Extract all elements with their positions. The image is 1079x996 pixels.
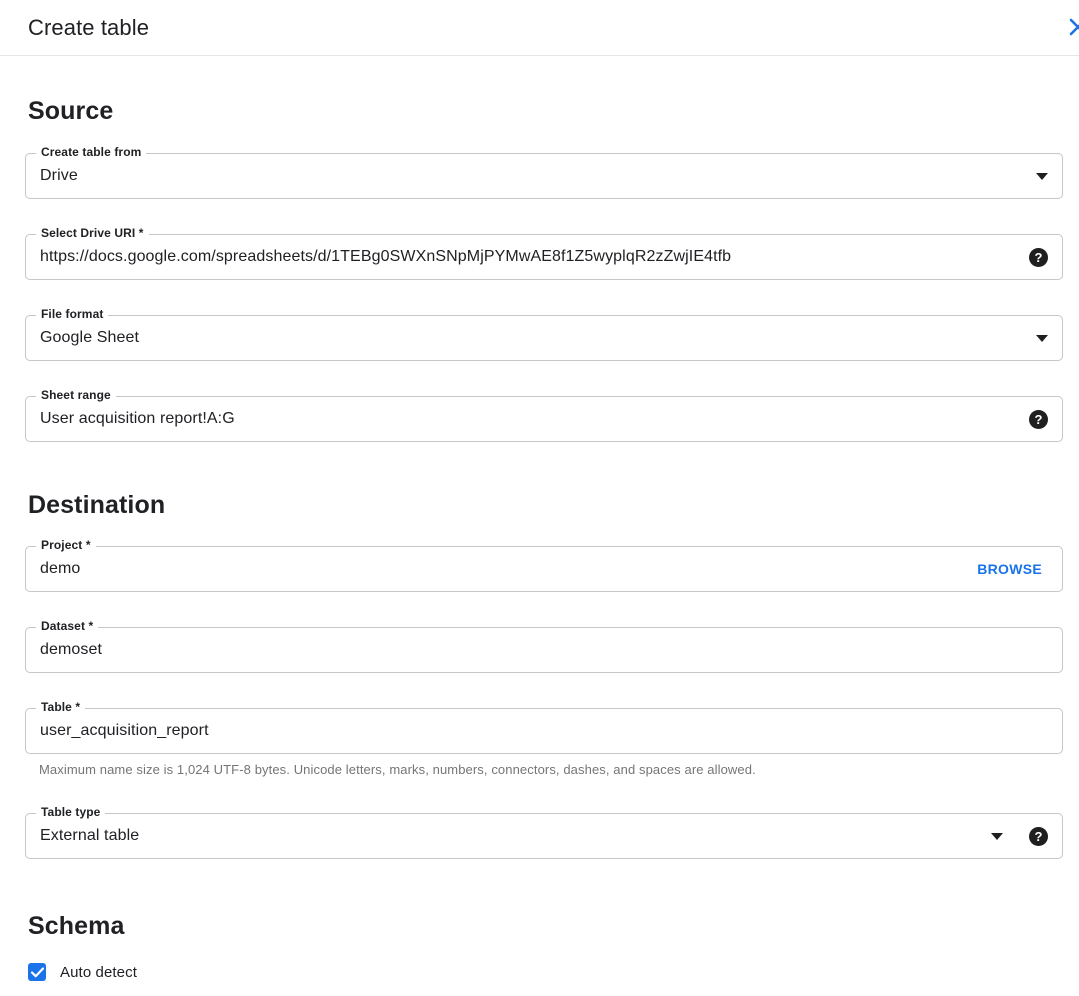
file-format-value: Google Sheet: [40, 329, 140, 346]
close-icon-glyph: [1066, 15, 1079, 39]
sheet-range-input[interactable]: [25, 388, 1063, 442]
file-format-select[interactable]: [25, 307, 1063, 361]
project-value: demo: [40, 560, 81, 577]
file-format-label: File format: [36, 307, 108, 322]
table-type-value: External table: [40, 827, 140, 844]
chevron-down-icon: [1036, 335, 1048, 342]
drive-uri-value: https://docs.google.com/spreadsheets/d/1TEBg0SWXnSNpMjPYMwAE8f1Z5wyplqR2zZwjIE4tfb: [40, 248, 732, 265]
table-type-select[interactable]: [25, 805, 1063, 859]
browse-button[interactable]: BROWSE: [977, 561, 1042, 577]
dataset-label: Dataset *: [36, 619, 98, 634]
table-name-label: Table *: [36, 700, 85, 715]
destination-section-heading: Destination: [28, 491, 166, 519]
dataset-input[interactable]: [25, 619, 1063, 673]
drive-uri-label: Select Drive URI *: [36, 226, 149, 241]
auto-detect-checkbox[interactable]: [28, 963, 46, 981]
create-table-form: [0, 96, 1079, 981]
create-table-from-select[interactable]: [25, 145, 1063, 199]
dialog-header: [0, 0, 1079, 56]
table-name-input[interactable]: [25, 700, 1063, 754]
chevron-down-icon: [991, 833, 1003, 840]
project-input[interactable]: [25, 538, 1063, 592]
chevron-down-icon: [1036, 173, 1048, 180]
auto-detect-row: [28, 963, 1063, 981]
create-table-from-value: Drive: [40, 167, 78, 184]
help-icon[interactable]: ?: [1029, 248, 1048, 267]
drive-uri-input[interactable]: [25, 226, 1063, 280]
sheet-range-value: User acquisition report!A:G: [40, 410, 235, 427]
checkmark-icon: [31, 967, 44, 978]
sheet-range-label: Sheet range: [36, 388, 116, 403]
table-name-value: user_acquisition_report: [40, 722, 209, 739]
dialog-title: Create table: [28, 14, 150, 40]
project-label: Project *: [36, 538, 96, 553]
source-section-heading: Source: [28, 97, 114, 125]
help-icon[interactable]: ?: [1029, 410, 1048, 429]
help-icon[interactable]: ?: [1029, 827, 1048, 846]
table-name-helper-text: Maximum name size is 1,024 UTF-8 bytes. Unicode letters, marks, numbers, connectors, dashes, and spaces are allowed.: [39, 762, 756, 777]
dataset-value: demoset: [40, 641, 103, 658]
schema-section-heading: Schema: [28, 912, 125, 940]
auto-detect-label[interactable]: Auto detect: [60, 963, 137, 981]
table-type-label: Table type: [36, 805, 105, 820]
close-icon[interactable]: [1065, 14, 1079, 40]
create-table-from-label: Create table from: [36, 145, 146, 160]
